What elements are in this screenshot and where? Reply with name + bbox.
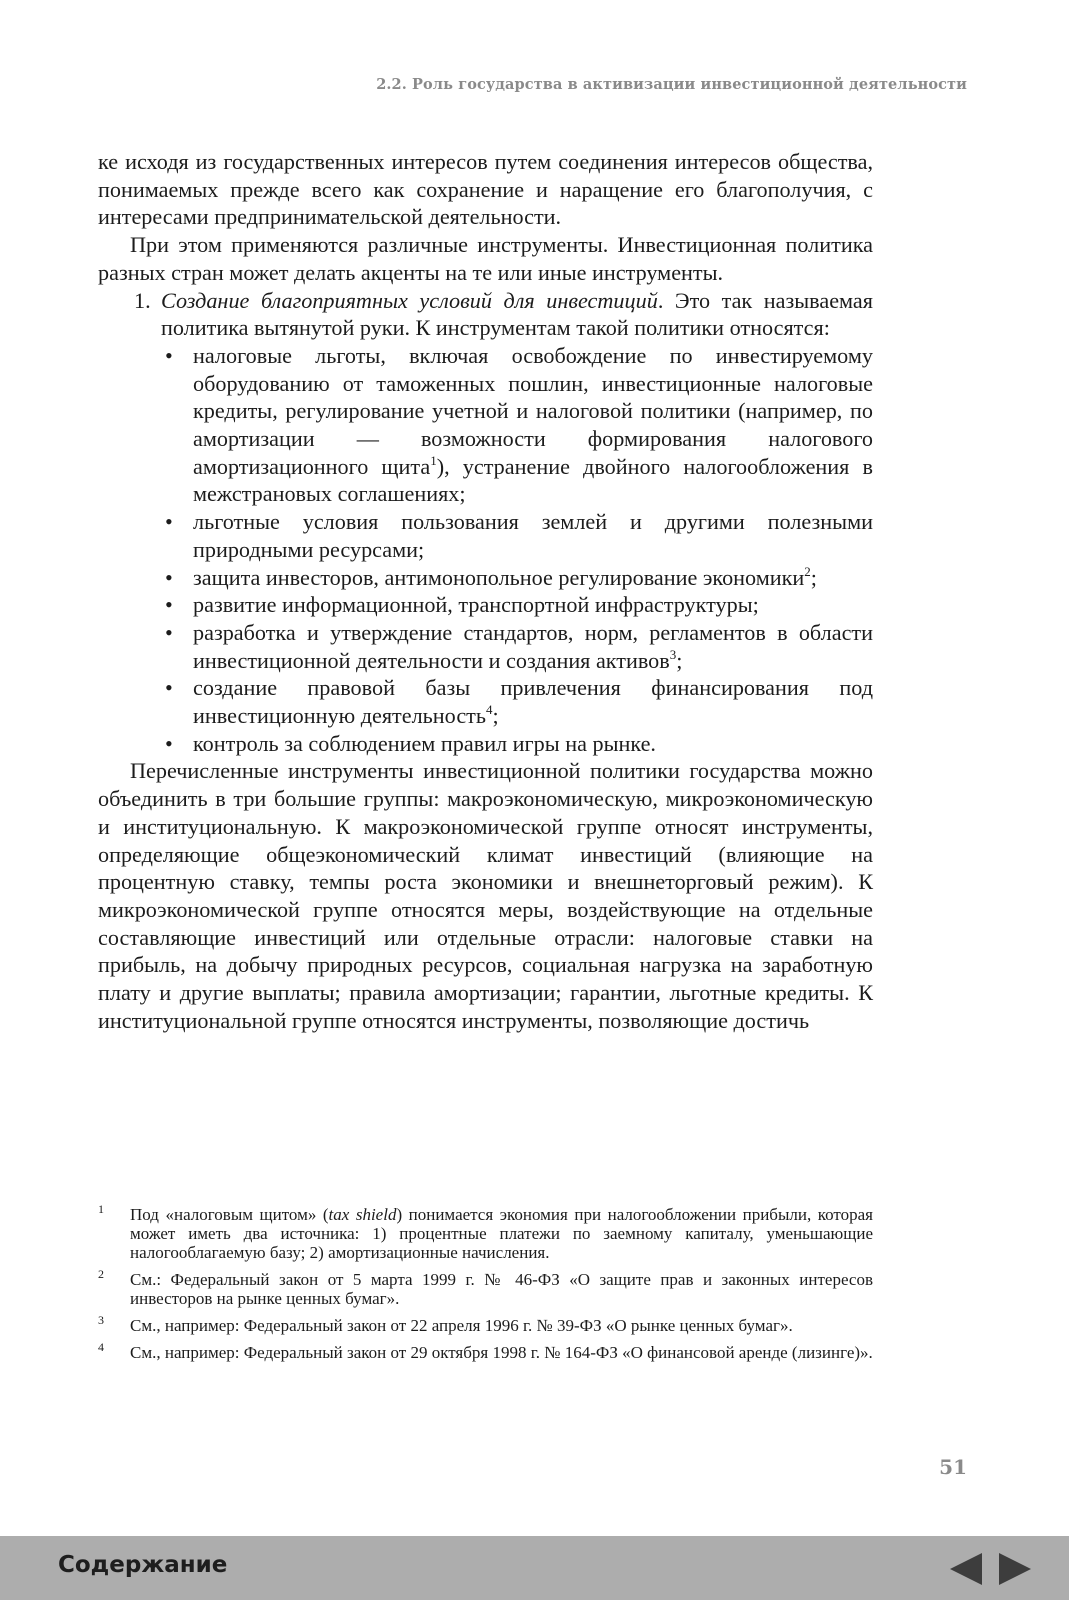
footnote-ref[interactable]: 1 — [430, 452, 437, 468]
footnote-1 — [98, 1202, 873, 1262]
footnote-ref[interactable]: 2 — [804, 563, 811, 579]
bullet-item — [165, 342, 873, 508]
numbered-item-1 — [98, 287, 873, 342]
bullet-icon: • — [165, 564, 173, 590]
bullet-text: развитие информационной, транспортной инфраструктуры; — [193, 592, 759, 618]
bullet-item — [165, 674, 873, 729]
footnote-number: 3 — [98, 1313, 104, 1327]
contents-link[interactable]: Содержание — [58, 1552, 228, 1578]
footnote-number: 1 — [98, 1202, 104, 1216]
footnotes — [98, 1202, 873, 1370]
footnote-text-after: ) понимается экономия при налогообложении прибыли, которая может иметь два источника: 1) процентные платежи по заемному капиталу, уменьшающие налогооблагаемую базу; 2) амортизационные начисления. — [130, 1205, 873, 1262]
footnote-text: См., например: Федеральный закон от 29 октября 1998 г. № 164-ФЗ «О финансовой аренде (лизинге)». — [130, 1343, 873, 1362]
bullet-text: разработка и утверждение стандартов, норм, регламентов в области инвестиционной деятельности и создания активов — [193, 619, 873, 673]
page-number: 51 — [939, 1455, 967, 1479]
bullet-icon: • — [165, 592, 173, 618]
bullet-icon: • — [165, 675, 173, 701]
paragraph: При этом применяются различные инструменты. Инвестиционная политика разных стран может делать акценты на те или иные инструменты. — [98, 232, 873, 285]
bullet-item — [165, 591, 873, 619]
bullet-text: создание правовой базы привлечения финансирования под инвестиционную деятельность — [193, 675, 873, 729]
triangle-left-icon[interactable] — [950, 1553, 984, 1585]
bullet-text-after: ; — [492, 703, 499, 729]
footnote-text: См.: Федеральный закон от 5 марта 1999 г. № 46-ФЗ «О защите прав и законных интересов инвесторов на рынке ценных бумаг». — [130, 1270, 873, 1308]
footnote-4 — [98, 1340, 873, 1362]
item-text: . Это так называемая политика вытянутой руки. К инструментам такой политики относятся: — [161, 287, 873, 341]
navigation-bar — [0, 1536, 1069, 1600]
page-content — [98, 148, 873, 1035]
footnote-number: 4 — [98, 1340, 104, 1354]
bullet-text: льготные условия пользования землей и другими полезными природными ресурсами; — [193, 509, 873, 562]
running-header: 2.2. Роль государства в активизации инвестиционной деятельности — [376, 76, 967, 93]
bullet-list — [98, 342, 873, 758]
triangle-right-icon[interactable] — [997, 1553, 1031, 1585]
bullet-icon: • — [165, 509, 173, 535]
bullet-icon: • — [165, 619, 173, 645]
bullet-item — [165, 619, 873, 674]
footnote-number: 2 — [98, 1267, 104, 1281]
item-number: 1. — [134, 287, 151, 313]
bullet-text-after: ; — [676, 647, 683, 673]
bullet-text: защита инвесторов, антимонопольное регулирование экономики — [193, 564, 805, 590]
bullet-item — [165, 563, 873, 592]
bullet-icon: • — [165, 342, 173, 368]
paragraph: Перечисленные инструменты инвестиционной политики государства можно объединить в три большие группы: макроэкономическую, микроэкономическую и институциональную. К макроэкономической группе относят инструменты, определяющие общеэкономический климат инвестиций (влияющие на процентную ставку, темпы роста экономики и внешнеторговый режим). К микроэкономической группе относятся меры, воздействующие на отдельные составляющие инвестиций или отдельные отрасли: налоговые ставки на прибыль, на добычу природных ресурсов, социальная нагрузка на заработную плату и другие выплаты; правила амортизации; гарантии, льготные кредиты. К институциональной группе относятся инструменты, позволяющие достичь — [98, 758, 873, 1033]
bullet-item — [165, 730, 873, 758]
bullet-text: налоговые льготы, включая освобождение по инвестируемому оборудованию от таможенных пошлин, инвестиционные налоговые кредиты, регулирование учетной и налоговой политики (например, по амортизации — возможности формирования налогового амортизационного щита — [193, 342, 873, 479]
footnote-text: Под «налоговым щитом» ( — [130, 1205, 329, 1224]
item-heading: Создание благоприятных условий для инвестиций — [161, 287, 658, 313]
paragraph: ке исходя из государственных интересов путем соединения интересов общества, понимаемых прежде всего как сохранение и наращение его благополучия, с интересами предпринимательской деятельности. — [98, 149, 873, 230]
footnote-italic: tax shield — [328, 1205, 397, 1224]
bullet-text: контроль за соблюдением правил игры на рынке. — [193, 730, 656, 756]
footnote-ref[interactable]: 4 — [485, 702, 493, 718]
bullet-item — [165, 508, 873, 563]
footnote-text: См., например: Федеральный закон от 22 апреля 1996 г. № 39-ФЗ «О рынке ценных бумаг». — [130, 1316, 793, 1335]
bullet-text-after: ), устранение двойного налогообложения в межстрановых соглашениях; — [193, 453, 873, 507]
bullet-icon: • — [165, 730, 173, 756]
footnote-ref[interactable]: 3 — [669, 646, 677, 662]
bullet-text-after: ; — [810, 564, 817, 590]
footnote-2 — [98, 1267, 873, 1308]
footnote-3 — [98, 1313, 873, 1335]
